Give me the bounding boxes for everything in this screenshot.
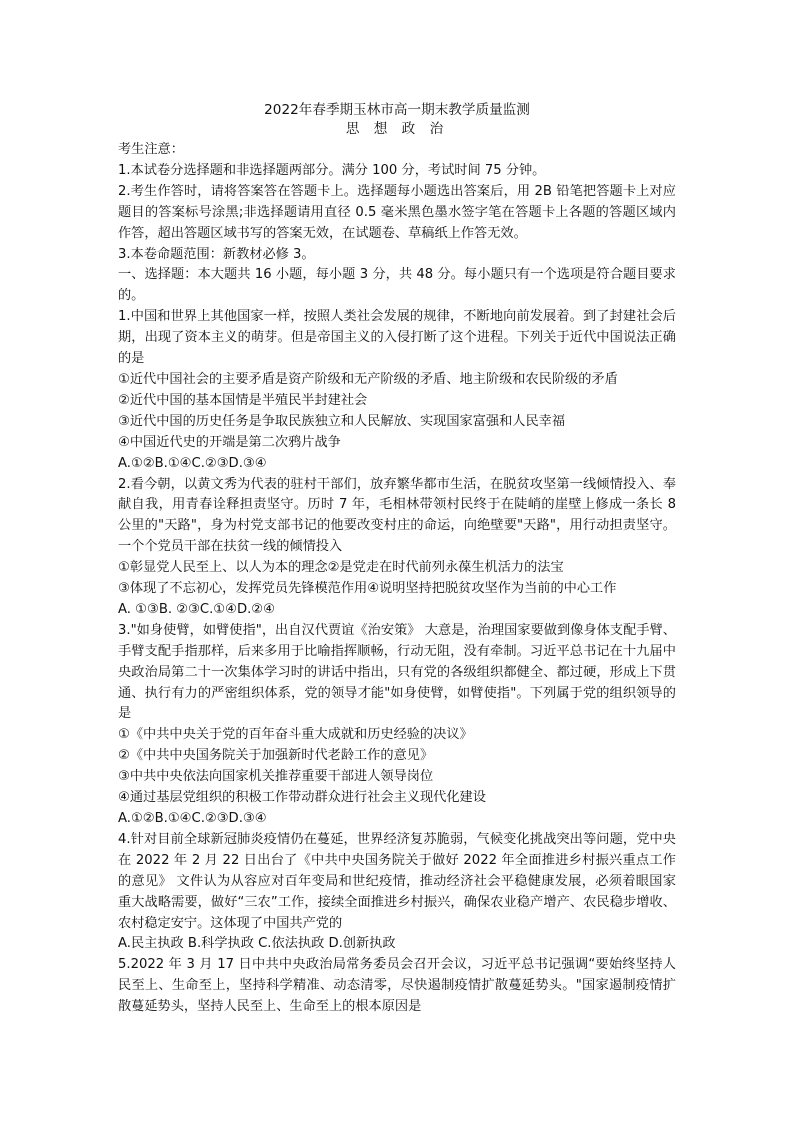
section-heading: 一、选择题：本大题共 16 小题，每小题 3 分，共 48 分。每小题只有一个选项是符合题目要求的。: [118, 267, 676, 304]
question-option: ③体现了不忘初心，发挥党员先锋模范作用④说明坚持把脱贫攻坚作为当前的中心工作: [118, 581, 617, 597]
notice-item-1: 1.本试卷分选择题和非选择题两部分。满分 100 分，考试时间 75 分钟。: [118, 162, 546, 178]
question-option: ①彰显党人民至上、以人为本的理念②是党走在时代前列永葆生机活力的法宝: [118, 560, 564, 576]
question-option: ②近代中国的基本国情是半殖民半封建社会: [118, 392, 368, 408]
question-stem: 4.针对目前全球新冠肺炎疫情仍在蔓延，世界经济复苏脆弱，气候变化挑战突出等问题，党中央在 2022 年 2 月 22 日出台了《中共中央国务院关于做好 2022 年全面推进乡村振兴重点工作的意见》 文件认为从容应对百年变局和世纪疫情，推动经济社会平稳健康发展，必须着眼国家重大战略需要，做好“三农”工作，接续全面推进乡村振兴，确保农业稳产增产、农民稳步增收、农村稳定安宁。这体现了中国共产党的: [118, 831, 676, 931]
question-option: ①《中共中央关于党的百年奋斗重大成就和历史经验的决议》: [118, 727, 473, 743]
question-3: [118, 621, 676, 830]
question-option: ④通过基层党组织的积极工作带动群众进行社会主义现代化建设: [118, 790, 486, 806]
notice-block: [118, 140, 676, 265]
answer-choices: A. ①③B. ②③C.①④D.②④: [118, 601, 275, 617]
question-5: [118, 955, 676, 1018]
answer-choices: A.①②B.①④C.②③D.③④: [118, 455, 267, 471]
notice-item-2: 2.考生作答时，请将答案答在答题卡上。选择题每小题选出答案后，用 2B 铅笔把答题卡上对应题目的答案标号涂黑;非选择题请用直径 0.5 毫米黑色墨水签字笔在答题卡上各题的答题区域内作答，超出答题区域书写的答案无效，在试题卷、草稿纸上作答无效。: [118, 183, 676, 241]
answer-choices: A.民主执政 B.科学执政 C.依法执政 D.创新执政: [118, 936, 396, 952]
notice-heading: 考生注意：: [118, 142, 184, 157]
question-option: ③中共中央依法向国家机关推荐重要干部进人领导岗位: [118, 769, 434, 785]
question-stem: 2.看今朝，以黄文秀为代表的驻村干部们，放弃繁华都市生活，在脱贫攻坚第一线倾情投入、奉献自我，用青春诠释担责坚守。历时 7 年，毛相林带领村民终于在陡峭的崖壁上修成一条长 8 公里的"天路"，身为村党支部书记的他要改变村庄的命运，向绝壁要"天路"，用行动担责坚守。一个个党员干部在扶贫一线的倾情投入: [118, 476, 676, 555]
question-stem: 1.中国和世界上其他国家一样，按照人类社会发展的规律，不断地向前发展着。到了封建社会后期，出现了资本主义的萌芽。但是帝国主义的入侵打断了这个进程。下列关于近代中国说法正确的是: [118, 309, 676, 367]
exam-title: 2022年春季期玉林市高一期末教学质量监测: [264, 102, 530, 118]
question-stem: 3."如身使臂，如臂使指"，出自汉代贾谊《治安策》 大意是，治理国家要做到像身体支配手臂、手臂支配手指那样，后来多用于比喻指挥顺畅，行动无阻，没有牵制。习近平总书记在十九届中央政治局第二十一次集体学习时的讲话中指出，只有党的各级组织都健全、都过硬，形成上下贯通、执行有力的严密组织体系，党的领导才能"如身使臂，如臂使指"。下列属于党的组织领导的是: [118, 622, 676, 722]
notice-item-3: 3.本卷命题范围：新教材必修 3。: [118, 246, 315, 262]
question-option: ①近代中国社会的主要矛盾是资产阶级和无产阶级的矛盾、地主阶级和农民阶级的矛盾: [118, 371, 618, 387]
exam-content: [118, 100, 676, 1018]
question-4: [118, 830, 676, 955]
question-option: ③近代中国的历史任务是争取民族独立和人民解放、实现国家富强和人民幸福: [118, 413, 566, 429]
question-2: [118, 475, 676, 621]
question-stem: 5.2022 年 3 月 17 日中共中央政治局常务委员会召开会议，习近平总书记强调“要始终坚持人民至上、生命至上，坚持科学精准、动态清零，尽快遏制疫情扩散蔓延势头。"国家遏制疫情扩散蔓延势头，坚持人民至上、生命至上的根本原因是: [118, 957, 676, 1015]
question-1: [118, 307, 676, 474]
question-option: ④中国近代史的开端是第二次鸦片战争: [118, 434, 341, 450]
answer-choices: A.①②B.①④C.②③D.③④: [118, 811, 267, 826]
question-option: ②《中共中央国务院关于加强新时代老龄工作的意见》: [118, 748, 434, 764]
exam-subject: 思 想 政 治: [345, 121, 449, 137]
